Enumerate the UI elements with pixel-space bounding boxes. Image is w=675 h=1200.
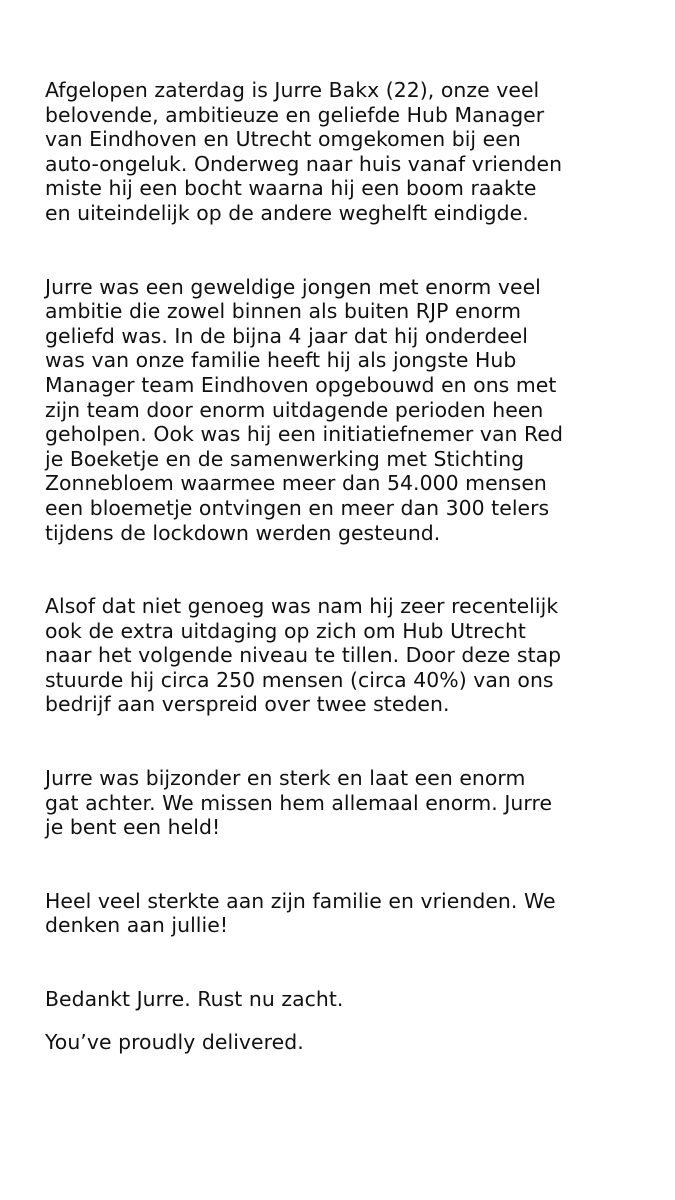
paragraph-spacer bbox=[45, 1012, 645, 1030]
text-line: stuurde hij circa 250 mensen (circa 40%) van ons bbox=[45, 667, 554, 692]
text-line: Zonnebloem waarmee meer dan 54.000 mensen bbox=[45, 471, 547, 496]
text-line: Jurre was bijzonder en sterk en laat een enorm bbox=[45, 766, 526, 791]
paragraph-spacer bbox=[45, 226, 645, 275]
text-line: was van onze familie heeft hij als jongste Hub bbox=[45, 348, 517, 373]
paragraph-spacer bbox=[45, 717, 645, 766]
text-line: zijn team door enorm uitdagende perioden heen bbox=[45, 397, 544, 422]
text-line: ook de extra uitdaging op zich om Hub Utrecht bbox=[45, 618, 526, 643]
text-line: ambitie die zowel binnen als buiten RJP enorm bbox=[45, 299, 522, 324]
text-line: belovende, ambitieuze en geliefde Hub Manager bbox=[45, 102, 545, 127]
text-line: Bedankt Jurre. Rust nu zacht. bbox=[45, 987, 344, 1012]
memorial-document bbox=[45, 78, 645, 1054]
paragraph-spacer bbox=[45, 938, 645, 987]
text-line: tijdens de lockdown werden gesteund. bbox=[45, 520, 441, 545]
text-line: je bent een held! bbox=[45, 815, 221, 840]
paragraph-spacer bbox=[45, 840, 645, 889]
text-line: auto-ongeluk. Onderweg naar huis vanaf vrienden bbox=[45, 151, 563, 176]
paragraph-spacer bbox=[45, 545, 645, 594]
text-line: denken aan jullie! bbox=[45, 913, 229, 938]
text-line: gat achter. We missen hem allemaal enorm. Jurre bbox=[45, 790, 553, 815]
text-line: van Eindhoven en Utrecht omgekomen bij een bbox=[45, 127, 521, 152]
text-line: geholpen. Ook was hij een initiatiefnemer van Red bbox=[45, 422, 563, 447]
text-line: Afgelopen zaterdag is Jurre Bakx (22), onze veel bbox=[45, 78, 540, 102]
text-line: een bloemetje ontvingen en meer dan 300 telers bbox=[45, 495, 550, 520]
text-line: Heel veel sterkte aan zijn familie en vrienden. We bbox=[45, 888, 556, 913]
text-line: je Boeketje en de samenwerking met Stichting bbox=[45, 446, 525, 471]
text-line: Jurre was een geweldige jongen met enorm veel bbox=[45, 274, 541, 299]
paragraph-farewell bbox=[45, 987, 645, 1012]
text-line: bedrijf aan verspreid over twee steden. bbox=[45, 692, 450, 717]
paragraph-closing bbox=[45, 1030, 645, 1055]
paragraph-tribute bbox=[45, 275, 645, 546]
text-line: naar het volgende niveau te tillen. Door deze stap bbox=[45, 643, 562, 668]
text-line: Manager team Eindhoven opgebouwd en ons met bbox=[45, 372, 557, 397]
text-line: Alsof dat niet genoeg was nam hij zeer recentelijk bbox=[45, 594, 559, 619]
text-line: geliefd was. In de bijna 4 jaar dat hij onderdeel bbox=[45, 323, 528, 348]
text-line: miste hij een bocht waarna hij een boom raakte bbox=[45, 176, 537, 201]
text-line: en uiteindelijk op de andere weghelft eindigde. bbox=[45, 200, 529, 225]
paragraph-announcement bbox=[45, 78, 645, 226]
paragraph-hero bbox=[45, 766, 645, 840]
paragraph-condolences bbox=[45, 889, 645, 938]
text-line: You’ve proudly delivered. bbox=[45, 1029, 304, 1054]
paragraph-utrecht bbox=[45, 594, 645, 717]
